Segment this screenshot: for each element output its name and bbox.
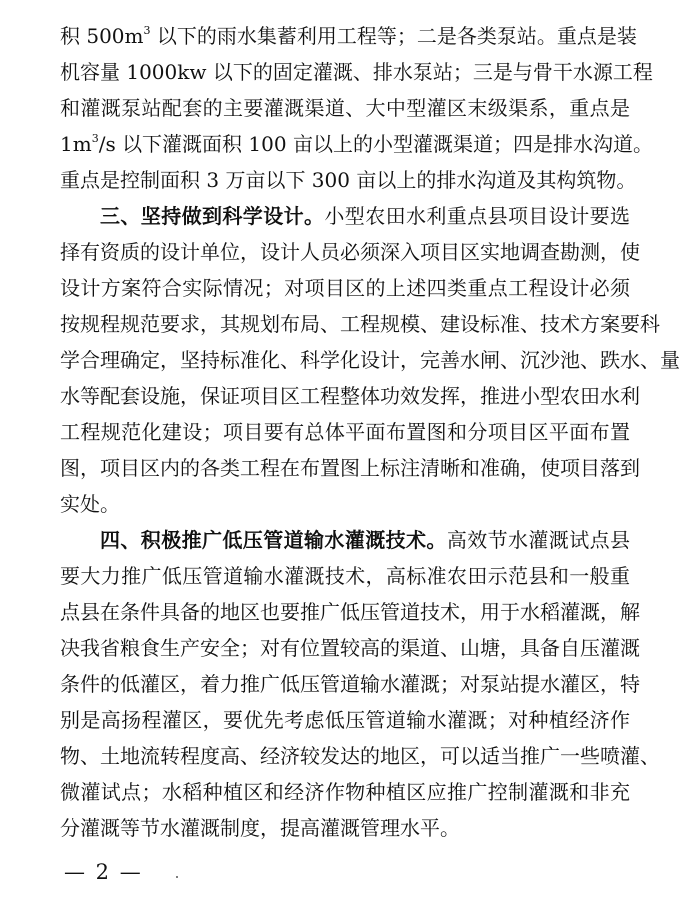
text-line: 点县在条件具备的地区也要推广低压管道技术，用于水稻灌溉，解: [60, 600, 640, 624]
text-line: 微灌试点；水稻种植区和经济作物种植区应推广控制灌溉和非充: [60, 780, 630, 804]
text-line: 实处。: [60, 492, 120, 516]
text-line: 决我省粮食生产安全；对有位置较高的渠道、山塘，具备自压灌溉: [60, 636, 640, 660]
scan-speck: [176, 876, 178, 878]
text-line: 工程规范化建设；项目要有总体平面布置图和分项目区平面布置: [60, 420, 630, 444]
text-line: 水等配套设施，保证项目区工程整体功效发挥，推进小型农田水利: [60, 384, 640, 408]
text-line: 设计方案符合实际情况；对项目区的上述四类重点工程设计必须: [60, 276, 630, 300]
section-four-first-line: 四、积极推广低压管道输水灌溉技术。高效节水灌溉试点县: [100, 528, 631, 552]
text-line: 积 $500m^3$ 以下的雨水集蓄利用工程等；二是各类泵站。重点是装: [60, 24, 637, 48]
section-heading: 三、坚持做到科学设计。: [100, 204, 325, 228]
text-line: 物、土地流转程度高、经济较发达的地区，可以适当推广一些喷灌、: [60, 744, 660, 768]
text-line: 别是高扬程灌区，要优先考虑低压管道输水灌溉；对种植经济作: [60, 708, 630, 732]
text-line: 按规程规范要求，其规划布局、工程规模、建设标准、技术方案要科: [60, 312, 660, 336]
text-line: 重点是控制面积 3 万亩以下 300 亩以上的排水沟道及其构筑物。: [60, 168, 637, 192]
text-line: 分灌溉等节水灌溉制度，提高灌溉管理水平。: [60, 816, 460, 840]
text-line: 图，项目区内的各类工程在布置图上标注清晰和准确，使项目落到: [60, 456, 640, 480]
text-line: $1m^3/s$ 以下灌溉面积 100 亩以上的小型灌溉渠道；四是排水沟道。: [60, 132, 653, 156]
text-line: 要大力推广低压管道输水灌溉技术，高标准农田示范县和一般重: [60, 564, 630, 588]
text-line: 和灌溉泵站配套的主要灌溉渠道、大中型灌区末级渠系，重点是: [60, 96, 630, 120]
page-number: — 2 —: [64, 860, 143, 884]
section-three-first-line: 三、坚持做到科学设计。小型农田水利重点县项目设计要选: [100, 204, 631, 228]
text-line: 择有资质的设计单位，设计人员必须深入项目区实地调查勘测，使: [60, 240, 640, 264]
text-line: 学合理确定，坚持标准化、科学化设计，完善水闸、沉沙池、跌水、量: [60, 348, 680, 372]
text-line: 机容量 1000kw 以下的固定灌溉、排水泵站；三是与骨干水源工程: [60, 60, 653, 84]
section-heading: 四、积极推广低压管道输水灌溉技术。: [100, 528, 447, 552]
text-line: 条件的低灌区，着力推广低压管道输水灌溉；对泵站提水灌区，特: [60, 672, 640, 696]
